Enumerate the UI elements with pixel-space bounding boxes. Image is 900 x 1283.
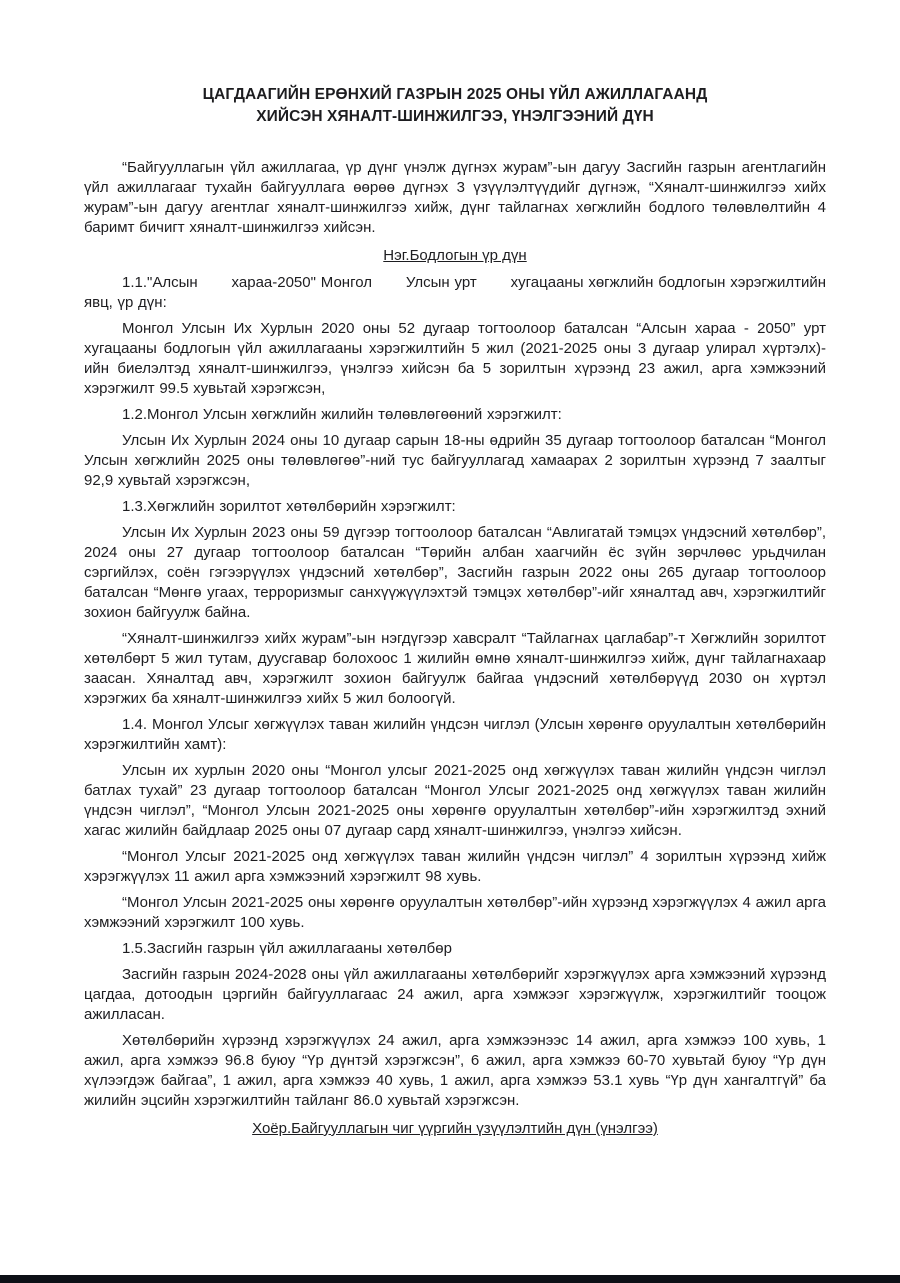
paragraph-intro: “Байгууллагын үйл ажиллагаа, үр дүнг үнэлж дүгнэх журам”-ын дагуу Засгийн газрын агентлагийн үйл ажиллагааг тухайн байгууллага өөрөө дүгнэх 3 үзүүлэлтүүдийг дүгнэж, “Хяналт-шинжилгээ хийх журам”-ын дагуу агентлаг хяналт-шинжилгээ хийж, дүнг тайлагнах хөгжлийн бодлого төлөвлөлтийн 4 баримт бичигт хяналт-шинжилгээ хийсэн. [84,159,826,236]
paragraph-1-3-note: “Хяналт-шинжилгээ хийх журам”-ын нэгдүгээр хавсралт “Тайлагнах цаглабар”-т Хөгжлийн зорилтот хөтөлбөрт 5 жил тутам, дуусгавар болохоос 1 жилийн өмнө хяналт-шинжилгээ хийж, дүнг тайлагнахаар заасан. Хяналтад авч, хэрэгжилт зохион байгуулж байгаа үндэсний хөтөлбөрүүд 2030 он хүртэл хэрэгжих ба хяналт-шинжилгээ хийх 5 жил болоогүй. [84,630,826,707]
paragraph-1-2-body: Улсын Их Хурлын 2024 оны 10 дугаар сарын 18-ны өдрийн 35 дугаар тогтоолоор баталсан “Монгол Улсын хөгжлийн 2025 оны төлөвлөгөө”-ний тус байгууллагад хамаарах 2 зорилтын хүрээнд 7 заалтыг 92,9 хувьтай хэрэгжсэн, [84,432,826,489]
paragraph-1-4-title: 1.4. Монгол Улсыг хөгжүүлэх таван жилийн үндсэн чиглэл (Улсын хөрөнгө оруулалтын хөтөлбөрийн хэрэгжилтийн хамт): [84,716,826,753]
paragraph-1-3-body: Улсын Их Хурлын 2023 оны 59 дүгээр тогтоолоор баталсан “Авлигатай тэмцэх үндэсний хөтөлбөр”, 2024 оны 27 дугаар тогтоолоор баталсан “Төрийн албан хаагчийн ёс зүйн зөрчлөөс урьдчилан сэргийлэх, соён гэгээрүүлэх үндэсний хөтөлбөр”, Засгийн газрын 2022 оны 265 дугаар тогтоолоор баталсан “Мөнгө угаах, терроризмыг санхүүжүүлэхтэй тэмцэх хөтөлбөр”-ийг хяналтад авч, хэрэгжилтийг зохион байгуулж байна. [84,524,826,621]
paragraph-1-4-result-2: “Монгол Улсын 2021-2025 оны хөрөнгө оруулалтын хөтөлбөр”-ийн хүрээнд хэрэгжүүлэх 4 ажил арга хэмжээний хэрэгжилт 100 хувь. [84,894,826,931]
paragraph-1-4-result-1: “Монгол Улсыг 2021-2025 онд хөгжүүлэх таван жилийн үндсэн чиглэл” 4 зорилтын хүрээнд хийж хэрэгжүүлэх 11 ажил арга хэмжээний хэрэгжилт 98 хувь. [84,848,826,885]
paragraph-1-4-body: Улсын их хурлын 2020 оны “Монгол улсыг 2021-2025 онд хөгжүүлэх таван жилийн үндсэн чиглэл батлах тухай” 23 дугаар тогтоолоор баталсан “Монгол Улсыг 2021-2025 онд хөгжүүлэх таван жилийн үндсэн чиглэл”, “Монгол Улсын 2021-2025 оны хөрөнгө оруулалтын хөтөлбөр”-ийн хэрэгжилтэд эхний хагас жилийн байдлаар 2025 оны 07 дугаар сард хяналт-шинжилгээ, үнэлгээ хийсэн. [84,762,826,839]
bottom-edge-bar [0,1275,900,1283]
section-heading-two: Хоёр.Байгууллагын чиг үүргийн үзүүлэлтийн дүн (үнэлгээ) [252,1120,658,1137]
paragraph-1-5-body: Засгийн газрын 2024-2028 оны үйл ажиллагааны хөтөлбөрийг хэрэгжүүлэх арга хэмжээний хүрээнд цагдаа, дотоодын цэргийн байгууллагаас 24 ажил, арга хэмжээг хэрэгжүүлж, хэрэгжилтийг тооцож ажилласан. [84,966,826,1023]
paragraph-1-1-body: Монгол Улсын Их Хурлын 2020 оны 52 дугаар тогтоолоор баталсан “Алсын хараа - 2050” урт хугацааны бодлогын үйл ажиллагааны хэрэгжилтийн 5 жил (2021-2025 оны 3 дугаар улирал хүртэлх)-ийн биелэлтэд хяналт-шинжилгээ, үнэлгээ хийсэн ба 5 зорилтын хүрээнд 23 ажил, арга хэмжээний хэрэгжилт 99.5 хувьтай хэрэгжсэн, [84,320,826,397]
paragraph-1-5-result: Хөтөлбөрийн хүрээнд хэрэгжүүлэх 24 ажил, арга хэмжээнээс 14 ажил, арга хэмжээ 100 хувь, 1 ажил, арга хэмжээ 96.8 буюу “Үр дүнтэй хэрэгжсэн”, 6 ажил, арга хэмжээ 60-70 хувьтай буюу “Үр дүн хүлээгдэж байгаа”, 1 ажил, арга хэмжээ 40 хувь, 1 ажил, арга хэмжээ 53.1 хувь “Үр дүн хангалтгүй” ба жилийн эцсийн хэрэгжилтийн тайланг 86.0 хувьтай хэрэгжсэн. [84,1032,826,1109]
document-title-line-2: ХИЙСЭН ХЯНАЛТ-ШИНЖИЛГЭЭ, ҮНЭЛГЭЭНИЙ ДҮН [256,108,654,125]
paragraph-1-5-title: 1.5.Засгийн газрын үйл ажиллагааны хөтөлбөр [122,940,452,957]
document-title-line-1: ЦАГДААГИЙН ЕРӨНХИЙ ГАЗРЫН 2025 ОНЫ ҮЙЛ АЖИЛЛАГААНД [202,86,708,103]
paragraph-1-3-title: 1.3.Хөгжлийн зорилтот хөтөлбөрийн хэрэгжилт: [122,498,456,515]
document-title [84,84,826,128]
paragraph-1-1-title: 1.1."Алсын хараа-2050" Монгол Улсын урт хугацааны хөгжлийн бодлогын хэрэгжилтийн явц, үр дүн: [84,274,831,311]
section-heading-one: Нэг.Бодлогын үр дүн [383,247,527,264]
paragraph-1-2-title: 1.2.Монгол Улсын хөгжлийн жилийн төлөвлөгөөний хэрэгжилт: [122,406,562,423]
